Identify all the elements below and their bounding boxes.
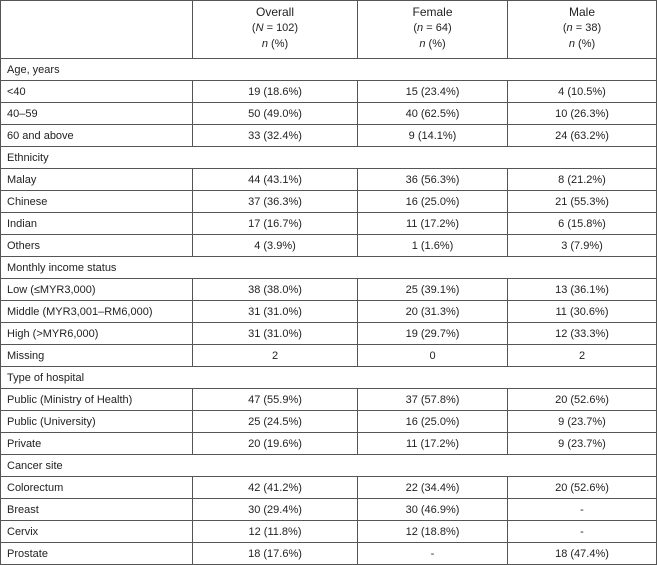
table-row <box>1 345 657 367</box>
cell-value: - <box>358 543 508 565</box>
section-row <box>1 367 657 389</box>
row-label: Indian <box>1 213 193 235</box>
table-row <box>1 433 657 455</box>
cell-value: 2 <box>193 345 358 367</box>
header-overall <box>193 1 358 59</box>
cell-value: 12 (18.8%) <box>358 521 508 543</box>
cell-value: 30 (29.4%) <box>193 499 358 521</box>
row-label: Prostate <box>1 543 193 565</box>
table-row <box>1 389 657 411</box>
cell-value: 50 (49.0%) <box>193 103 358 125</box>
table-row <box>1 477 657 499</box>
header-title: Female <box>412 5 453 19</box>
row-label: 60 and above <box>1 125 193 147</box>
cell-value: 11 (30.6%) <box>508 301 657 323</box>
table-row <box>1 191 657 213</box>
row-label: <40 <box>1 81 193 103</box>
table-row <box>1 125 657 147</box>
section-row <box>1 257 657 279</box>
table-row <box>1 499 657 521</box>
cell-value: 16 (25.0%) <box>358 411 508 433</box>
cell-value: - <box>508 499 657 521</box>
header-title: Overall <box>255 5 294 19</box>
table-row <box>1 169 657 191</box>
row-label: Low (≤MYR3,000) <box>1 279 193 301</box>
cell-value: 6 (15.8%) <box>508 213 657 235</box>
header-n: (N = 102) <box>251 22 299 34</box>
row-label: Public (University) <box>1 411 193 433</box>
cell-value: 37 (57.8%) <box>358 389 508 411</box>
cell-value: 0 <box>358 345 508 367</box>
cell-value: 36 (56.3%) <box>358 169 508 191</box>
cell-value: 18 (17.6%) <box>193 543 358 565</box>
section-row <box>1 455 657 477</box>
cell-value: 16 (25.0%) <box>358 191 508 213</box>
cell-value: 18 (47.4%) <box>508 543 657 565</box>
cell-value: 3 (7.9%) <box>508 235 657 257</box>
cell-value: 12 (11.8%) <box>193 521 358 543</box>
header-corner <box>1 1 193 59</box>
table-row <box>1 543 657 565</box>
cell-value: 20 (52.6%) <box>508 477 657 499</box>
cell-value: 31 (31.0%) <box>193 301 358 323</box>
cell-value: 31 (31.0%) <box>193 323 358 345</box>
row-label: Cervix <box>1 521 193 543</box>
header-stat: n (%) <box>261 38 289 50</box>
section-label: Cancer site <box>1 455 657 477</box>
header-n: (n = 64) <box>413 22 452 34</box>
table-row <box>1 411 657 433</box>
row-label: Malay <box>1 169 193 191</box>
cell-value: 37 (36.3%) <box>193 191 358 213</box>
table-row <box>1 103 657 125</box>
header-row <box>1 1 657 59</box>
table-row <box>1 279 657 301</box>
cell-value: 33 (32.4%) <box>193 125 358 147</box>
table-row <box>1 521 657 543</box>
table-row <box>1 235 657 257</box>
cell-value: 19 (18.6%) <box>193 81 358 103</box>
cell-value: 38 (38.0%) <box>193 279 358 301</box>
row-label: High (>MYR6,000) <box>1 323 193 345</box>
cell-value: 2 <box>508 345 657 367</box>
cell-value: 21 (55.3%) <box>508 191 657 213</box>
section-row <box>1 59 657 81</box>
cell-value: 1 (1.6%) <box>358 235 508 257</box>
section-label: Ethnicity <box>1 147 657 169</box>
header-title: Male <box>568 5 595 19</box>
cell-value: 17 (16.7%) <box>193 213 358 235</box>
cell-value: 9 (23.7%) <box>508 433 657 455</box>
cell-value: 47 (55.9%) <box>193 389 358 411</box>
row-label: 40–59 <box>1 103 193 125</box>
cell-value: 25 (24.5%) <box>193 411 358 433</box>
cell-value: 20 (52.6%) <box>508 389 657 411</box>
row-label: Others <box>1 235 193 257</box>
cell-value: 4 (10.5%) <box>508 81 657 103</box>
header-female <box>358 1 508 59</box>
table-row <box>1 81 657 103</box>
section-label: Age, years <box>1 59 657 81</box>
cell-value: 12 (33.3%) <box>508 323 657 345</box>
table-row <box>1 301 657 323</box>
cell-value: 9 (23.7%) <box>508 411 657 433</box>
cell-value: 44 (43.1%) <box>193 169 358 191</box>
cell-value: 20 (19.6%) <box>193 433 358 455</box>
cell-value: 30 (46.9%) <box>358 499 508 521</box>
cell-value: 10 (26.3%) <box>508 103 657 125</box>
header-male <box>508 1 657 59</box>
cell-value: 4 (3.9%) <box>193 235 358 257</box>
section-label: Monthly income status <box>1 257 657 279</box>
section-label: Type of hospital <box>1 367 657 389</box>
cell-value: 19 (29.7%) <box>358 323 508 345</box>
cell-value: 20 (31.3%) <box>358 301 508 323</box>
row-label: Missing <box>1 345 193 367</box>
cell-value: 8 (21.2%) <box>508 169 657 191</box>
cell-value: 9 (14.1%) <box>358 125 508 147</box>
row-label: Chinese <box>1 191 193 213</box>
cell-value: 25 (39.1%) <box>358 279 508 301</box>
cell-value: 42 (41.2%) <box>193 477 358 499</box>
cell-value: - <box>508 521 657 543</box>
cell-value: 22 (34.4%) <box>358 477 508 499</box>
cell-value: 13 (36.1%) <box>508 279 657 301</box>
row-label: Breast <box>1 499 193 521</box>
header-n: (n = 38) <box>562 22 602 34</box>
header-stat: n (%) <box>419 38 446 50</box>
cell-value: 24 (63.2%) <box>508 125 657 147</box>
row-label: Middle (MYR3,001–RM6,000) <box>1 301 193 323</box>
cell-value: 11 (17.2%) <box>358 213 508 235</box>
cell-value: 15 (23.4%) <box>358 81 508 103</box>
section-row <box>1 147 657 169</box>
header-stat: n (%) <box>568 38 596 50</box>
row-label: Private <box>1 433 193 455</box>
table-body <box>1 59 657 565</box>
cell-value: 40 (62.5%) <box>358 103 508 125</box>
table-row <box>1 323 657 345</box>
cell-value: 11 (17.2%) <box>358 433 508 455</box>
row-label: Colorectum <box>1 477 193 499</box>
row-label: Public (Ministry of Health) <box>1 389 193 411</box>
table-row <box>1 213 657 235</box>
